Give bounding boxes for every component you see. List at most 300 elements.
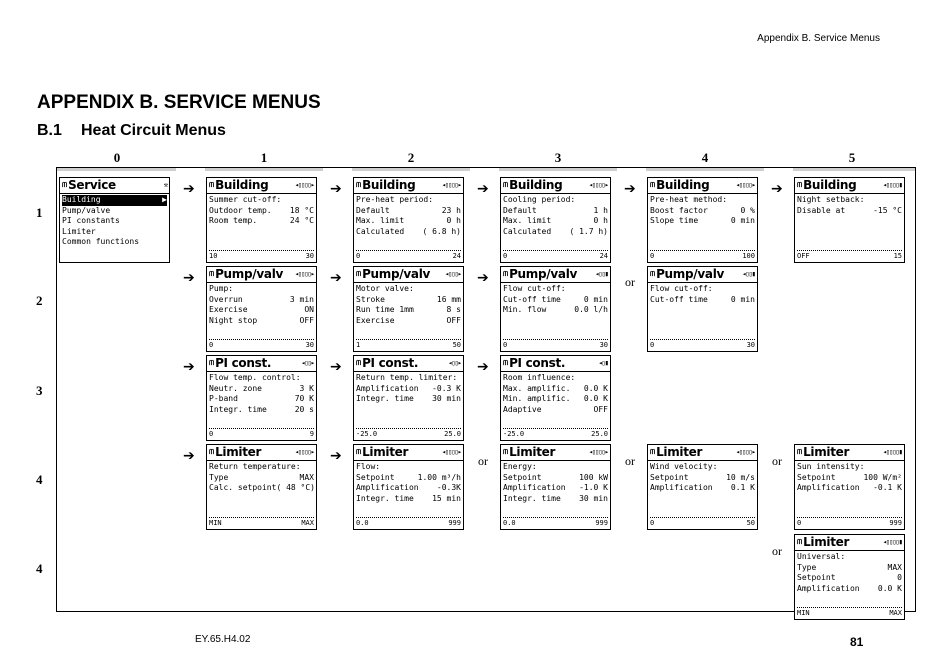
setting-value: 23 h [441, 205, 461, 215]
heat-circuit-icon: ᗰ [503, 359, 508, 368]
page-indicator-icon: ◂▯▯▯▯▮ [882, 181, 902, 190]
setting-label: Integr. time [209, 404, 267, 414]
setting-value: 0 h [593, 216, 608, 225]
screen-title-bar [207, 178, 316, 194]
screen-title-bar [795, 535, 904, 551]
arrow-right-icon: ➔ [183, 448, 195, 464]
setting-line[interactable] [356, 473, 461, 484]
or-label: or [625, 275, 635, 289]
page-indicator-icon: ◂▯▯▮ [742, 270, 755, 279]
setting-value: 0.0 K [583, 394, 608, 403]
setting-line[interactable] [356, 483, 461, 494]
setting-line[interactable] [356, 295, 461, 306]
setting-line[interactable] [650, 483, 755, 494]
screen-title: Pump/valv [362, 267, 431, 282]
setting-label: Slope time [650, 216, 699, 225]
range-scale [503, 250, 608, 261]
setting-label: Wind velocity: [650, 462, 718, 471]
setting-line[interactable] [503, 494, 608, 505]
setting-line[interactable] [503, 216, 608, 227]
setting-label: Cut-off time [650, 294, 708, 304]
setting-label: Flow temp. control: [209, 373, 301, 382]
setting-label: Max. limit [503, 216, 552, 225]
setting-label: Cooling period: [503, 195, 576, 204]
page-indicator-icon: ◂▯▯▯▸ [444, 270, 461, 279]
setting-line[interactable] [650, 473, 755, 484]
range-max: MAX [889, 609, 902, 617]
menu-screen-pi3 [500, 355, 611, 441]
setting-line[interactable] [503, 473, 608, 484]
screen-title-bar [648, 267, 757, 283]
heat-circuit-icon: ᗰ [209, 270, 214, 279]
heat-circuit-icon: ᗰ [356, 270, 361, 279]
arrow-right-icon: ➔ [183, 359, 195, 375]
setting-value: 3 min [289, 294, 314, 304]
or-label: or [772, 544, 782, 558]
setting-value: 10 m/s [726, 472, 755, 482]
range-scale [356, 339, 461, 350]
setting-value: 0 min [730, 216, 755, 225]
range-max: MAX [301, 519, 314, 527]
setting-label: Pump: [209, 284, 234, 293]
setting-line[interactable] [356, 394, 461, 405]
heat-circuit-icon: ᗰ [650, 448, 655, 457]
range-scale [356, 250, 461, 261]
wrench-icon: ⚒ [163, 181, 167, 190]
range-scale [503, 517, 608, 528]
range-scale [650, 250, 755, 261]
column-number: 2 [407, 150, 415, 165]
setting-label: Amplification [356, 383, 419, 393]
page-indicator-icon: ◂▯▯▯▯▸ [294, 181, 314, 190]
screen-title: Pump/valv [656, 267, 725, 282]
setting-value: 100 kW [579, 472, 608, 482]
setting-line[interactable] [209, 405, 314, 416]
setting-line[interactable] [797, 473, 902, 484]
range-max: 100 [742, 252, 755, 260]
setting-line[interactable] [503, 394, 608, 405]
heat-circuit-icon: ᗰ [797, 181, 802, 190]
setting-value: -1.0 K [579, 483, 608, 492]
setting-line [209, 462, 314, 473]
setting-value: 0 [897, 573, 902, 582]
setting-label: Exercise [209, 305, 248, 314]
setting-line[interactable] [209, 394, 314, 405]
screen-title: Building [215, 178, 269, 193]
row-number: 4 [36, 472, 43, 487]
range-max: 30 [305, 341, 314, 349]
range-scale [797, 607, 902, 618]
arrow-right-icon: ➔ [330, 359, 342, 375]
setting-label: Flow cut-off: [503, 284, 566, 293]
setting-value: 18 °C [289, 205, 314, 215]
row-number: 1 [36, 205, 43, 220]
setting-value: ( 1.7 h) [569, 226, 608, 236]
menu-screen-p3b [647, 266, 758, 352]
heat-circuit-icon: ᗰ [650, 270, 655, 279]
setting-line[interactable] [356, 494, 461, 505]
range-min: 0 [209, 341, 214, 349]
setting-line[interactable] [503, 483, 608, 494]
range-max: 15 [893, 252, 902, 260]
setting-label: Pre-heat period: [356, 195, 434, 204]
heat-circuit-icon: ᗰ [62, 181, 67, 190]
range-scale [650, 339, 755, 350]
setting-value: ON [304, 305, 314, 314]
setting-line[interactable] [503, 227, 608, 238]
range-scale [209, 250, 314, 261]
setting-line [356, 373, 461, 384]
screen-title-bar [501, 267, 610, 283]
setting-value: 0.0 l/h [574, 305, 608, 314]
screen-title: Limiter [362, 445, 409, 460]
screen-title-bar [501, 356, 610, 372]
page-indicator-icon: ◂▯▯▯▯▮ [882, 448, 902, 457]
setting-label: Energy: [503, 462, 537, 471]
screen-title: Limiter [509, 445, 556, 460]
menu-screen-pi1 [206, 355, 317, 441]
arrow-right-icon: ➔ [771, 181, 783, 197]
menu-screen-pi2 [353, 355, 464, 441]
setting-label: Room temp. [209, 216, 258, 225]
setting-value: 100 W/m² [863, 472, 902, 482]
range-scale [209, 517, 314, 528]
setting-line[interactable] [209, 295, 314, 306]
setting-label: Min. flow [503, 305, 547, 314]
menu-screen-l6 [794, 534, 905, 620]
setting-value: ( 48 °C) [276, 483, 315, 492]
setting-value: 8 s [446, 305, 461, 314]
screen-title-bar [354, 356, 463, 372]
range-scale [356, 517, 461, 528]
setting-line[interactable] [503, 305, 608, 316]
setting-label: Sun intensity: [797, 462, 865, 471]
range-min: 0 [650, 252, 655, 260]
range-max: 30 [599, 341, 608, 349]
setting-line[interactable] [209, 206, 314, 217]
menu-item-pump-valve[interactable]: Pump/valve [62, 205, 111, 215]
range-max: 24 [452, 252, 461, 260]
range-min: MIN [797, 609, 810, 617]
screen-title: Building [362, 178, 416, 193]
range-scale [503, 428, 608, 439]
screen-title: Building [509, 178, 563, 193]
screen-title: Building [656, 178, 710, 193]
range-max: 24 [599, 252, 608, 260]
range-scale [209, 428, 314, 439]
page-indicator-icon: ◂▯▯▸ [301, 359, 314, 368]
screen-title: Pump/valv [509, 267, 578, 282]
setting-value: 0 min [583, 294, 608, 304]
screen-title-bar [354, 178, 463, 194]
setting-label: Cut-off time [503, 294, 561, 304]
range-scale [797, 250, 902, 261]
range-min: MIN [209, 519, 222, 527]
arrow-right-icon: ➔ [330, 181, 342, 197]
menu-screen-b2 [353, 177, 464, 263]
setting-value: 0 % [740, 205, 755, 215]
setting-label: Amplification [356, 483, 419, 492]
setting-line[interactable] [209, 483, 314, 494]
setting-label: Min. amplific. [503, 394, 571, 403]
setting-label: Integr. time [503, 493, 561, 503]
setting-line [650, 195, 755, 206]
range-min: 0 [503, 252, 508, 260]
menu-screen-l2 [353, 444, 464, 530]
setting-line[interactable] [503, 405, 608, 416]
menu-screen-b3 [500, 177, 611, 263]
setting-line[interactable] [797, 573, 902, 584]
setting-label: Adaptive [503, 404, 542, 414]
screen-title: Service [68, 178, 116, 193]
page-indicator-icon: ◂▯▮ [598, 359, 608, 368]
page-indicator-icon: ◂▯▯▸ [448, 359, 461, 368]
setting-value: 0.0 K [583, 383, 608, 393]
range-max: 25.0 [591, 430, 608, 438]
heat-circuit-icon: ᗰ [797, 538, 802, 547]
menu-screen-b5 [794, 177, 905, 263]
menu-item-common-functions[interactable]: Common functions [62, 237, 140, 246]
setting-label: Calculated [356, 226, 405, 236]
heat-circuit-icon: ᗰ [209, 359, 214, 368]
setting-line[interactable] [356, 305, 461, 316]
range-min: 0 [650, 519, 655, 527]
setting-line[interactable] [356, 216, 461, 227]
page-indicator-icon: ◂▯▯▯▯▸ [735, 448, 755, 457]
setting-line[interactable] [356, 384, 461, 395]
range-scale [356, 428, 461, 439]
range-min: 1 [356, 341, 361, 349]
setting-line[interactable] [797, 563, 902, 574]
or-label: or [625, 454, 635, 468]
setting-label: Boost factor [650, 205, 708, 215]
menu-screen-l3 [500, 444, 611, 530]
setting-value: 0.1 K [730, 483, 755, 492]
setting-label: Room influence: [503, 373, 576, 382]
setting-line[interactable] [209, 216, 314, 227]
setting-line[interactable] [503, 206, 608, 217]
column-number: 4 [701, 150, 709, 165]
menu-screen-p2 [353, 266, 464, 352]
or-label: or [478, 454, 488, 468]
setting-line[interactable] [209, 473, 314, 484]
setting-line [503, 462, 608, 473]
setting-label: Setpoint [797, 573, 836, 582]
menu-screen-p1 [206, 266, 317, 352]
range-min: 0 [797, 519, 802, 527]
menu-screen-l1 [206, 444, 317, 530]
arrow-right-icon: ➔ [183, 270, 195, 286]
page-indicator-icon: ◂▯▯▯▯▸ [588, 181, 608, 190]
range-min: 0.0 [503, 519, 516, 527]
menu-diagram-frame [56, 167, 916, 612]
range-min: -25.0 [356, 430, 378, 438]
service-menu-screen [59, 177, 170, 263]
heat-circuit-icon: ᗰ [209, 448, 214, 457]
arrow-right-icon: ➔ [477, 270, 489, 286]
range-max: 999 [889, 519, 902, 527]
setting-line[interactable] [650, 206, 755, 217]
setting-line [797, 195, 902, 206]
setting-label: Setpoint [650, 472, 689, 482]
setting-value: 15 min [432, 493, 461, 503]
setting-value: OFF [593, 404, 608, 414]
setting-label: Summer cut-off: [209, 195, 282, 204]
setting-value: 0 h [446, 216, 461, 225]
setting-label: Return temp. limiter: [356, 373, 458, 382]
page-indicator-icon: ◂▯▯▯▯▸ [441, 181, 461, 190]
menu-screen-l5 [794, 444, 905, 530]
setting-label: Amplification [797, 583, 860, 593]
setting-value: -0.1 K [873, 483, 902, 492]
arrow-right-icon: ➔ [477, 181, 489, 197]
screen-title: Limiter [656, 445, 703, 460]
setting-value: 30 min [579, 493, 608, 503]
setting-line[interactable] [209, 316, 314, 327]
menu-item-building[interactable]: Building ▶ [62, 195, 167, 204]
range-max: 30 [305, 252, 314, 260]
setting-label: Night setback: [797, 195, 865, 204]
section-title [37, 122, 226, 140]
setting-label: Default [356, 205, 390, 215]
setting-label: P-band [209, 394, 238, 403]
range-max: 999 [448, 519, 461, 527]
setting-value: 1.00 m³/h [417, 472, 461, 482]
row-number: 3 [36, 383, 43, 398]
setting-value: OFF [446, 315, 461, 325]
arrow-right-icon: ➔ [330, 270, 342, 286]
setting-value: 0.0 K [877, 583, 902, 593]
setting-label: Flow cut-off: [650, 284, 713, 293]
column-number: 5 [848, 150, 856, 165]
row-number: 4 [36, 561, 43, 576]
setting-label: Setpoint [503, 472, 542, 482]
range-min: 0 [503, 341, 508, 349]
page-indicator-icon: ◂▯▯▯▯▸ [294, 448, 314, 457]
page-indicator-icon: ◂▯▯▯▯▸ [294, 270, 314, 279]
setting-label: Type [797, 562, 817, 572]
setting-label: Universal: [797, 552, 846, 561]
menu-screen-l4 [647, 444, 758, 530]
arrow-right-icon: ➔ [183, 181, 195, 197]
setting-label: Motor valve: [356, 284, 414, 293]
setting-value: 1 h [593, 205, 608, 215]
setting-value: 0 min [730, 294, 755, 304]
menu-screen-p3 [500, 266, 611, 352]
setting-value: 70 K [294, 394, 314, 403]
range-max: 30 [746, 341, 755, 349]
screen-title: Limiter [215, 445, 262, 460]
setting-label: Default [503, 205, 537, 215]
setting-label: Setpoint [356, 472, 395, 482]
screen-title: Pump/valv [215, 267, 284, 282]
setting-line[interactable] [356, 316, 461, 327]
setting-line [209, 284, 314, 295]
heat-circuit-icon: ᗰ [356, 359, 361, 368]
page-indicator-icon: ◂▯▯▮ [595, 270, 608, 279]
column-number: 1 [260, 150, 268, 165]
setting-line[interactable] [356, 206, 461, 217]
screen-title-bar [795, 445, 904, 461]
setting-label: Amplification [503, 483, 566, 492]
screen-title-bar [354, 445, 463, 461]
setting-label: Type [209, 472, 229, 482]
doc-code: EY.65.H4.02 [195, 634, 251, 645]
page-indicator-icon: ◂▯▯▯▯▸ [735, 181, 755, 190]
setting-value: -0.3 K [432, 383, 461, 393]
screen-title-bar [648, 445, 757, 461]
arrow-right-icon: ➔ [477, 359, 489, 375]
range-max: 50 [746, 519, 755, 527]
range-min: 0.0 [356, 519, 369, 527]
menu-screen-b1 [206, 177, 317, 263]
range-min: OFF [797, 252, 810, 260]
page-indicator-icon: ◂▯▯▯▯▸ [588, 448, 608, 457]
setting-line[interactable] [503, 384, 608, 395]
page-title: APPENDIX B. SERVICE MENUS [37, 92, 321, 113]
heat-circuit-icon: ᗰ [503, 270, 508, 279]
setting-value: 20 s [294, 404, 314, 414]
screen-title: Limiter [803, 445, 850, 460]
range-min: -25.0 [503, 430, 525, 438]
menu-screen-b4 [647, 177, 758, 263]
setting-line [209, 373, 314, 384]
arrow-right-icon: ➔ [624, 181, 636, 197]
heat-circuit-icon: ᗰ [356, 448, 361, 457]
setting-line[interactable] [209, 305, 314, 316]
setting-line [503, 195, 608, 206]
page-indicator-icon: ◂▯▯▯▯▸ [441, 448, 461, 457]
range-scale [503, 339, 608, 350]
setting-line[interactable] [797, 206, 902, 217]
menu-item-pi-constants[interactable]: PI constants [62, 216, 120, 225]
setting-value: OFF [299, 315, 314, 325]
setting-line[interactable] [797, 483, 902, 494]
setting-label: Stroke [356, 294, 385, 304]
setting-line[interactable] [797, 584, 902, 595]
column-number: 3 [554, 150, 562, 165]
range-max: 25.0 [444, 430, 461, 438]
setting-line [503, 284, 608, 295]
screen-title: PI const. [362, 356, 419, 371]
setting-value: ( 6.8 h) [422, 226, 461, 236]
setting-label: Calculated [503, 226, 552, 236]
setting-label: Disable at [797, 205, 846, 215]
setting-line [503, 373, 608, 384]
setting-value: MAX [299, 472, 314, 482]
setting-line[interactable] [209, 384, 314, 395]
heat-circuit-icon: ᗰ [503, 181, 508, 190]
setting-value: MAX [887, 562, 902, 572]
setting-value: 3 K [299, 383, 314, 393]
setting-label: Max. limit [356, 216, 405, 225]
setting-label: Integr. time [356, 394, 414, 403]
screen-title: PI const. [215, 356, 272, 371]
menu-item-limiter[interactable]: Limiter [62, 226, 96, 236]
setting-line[interactable] [650, 216, 755, 227]
setting-value: -0.3K [436, 483, 461, 492]
heat-circuit-icon: ᗰ [797, 448, 802, 457]
setting-line[interactable] [356, 227, 461, 238]
setting-label: Overrun [209, 294, 243, 304]
setting-label: Outdoor temp. [209, 205, 272, 215]
running-header: Appendix B. Service Menus [757, 33, 880, 44]
setting-line[interactable] [650, 295, 755, 306]
screen-title-bar [501, 445, 610, 461]
setting-line[interactable] [503, 295, 608, 306]
setting-label: Neutr. zone [209, 383, 262, 393]
setting-label: Night stop [209, 315, 258, 325]
